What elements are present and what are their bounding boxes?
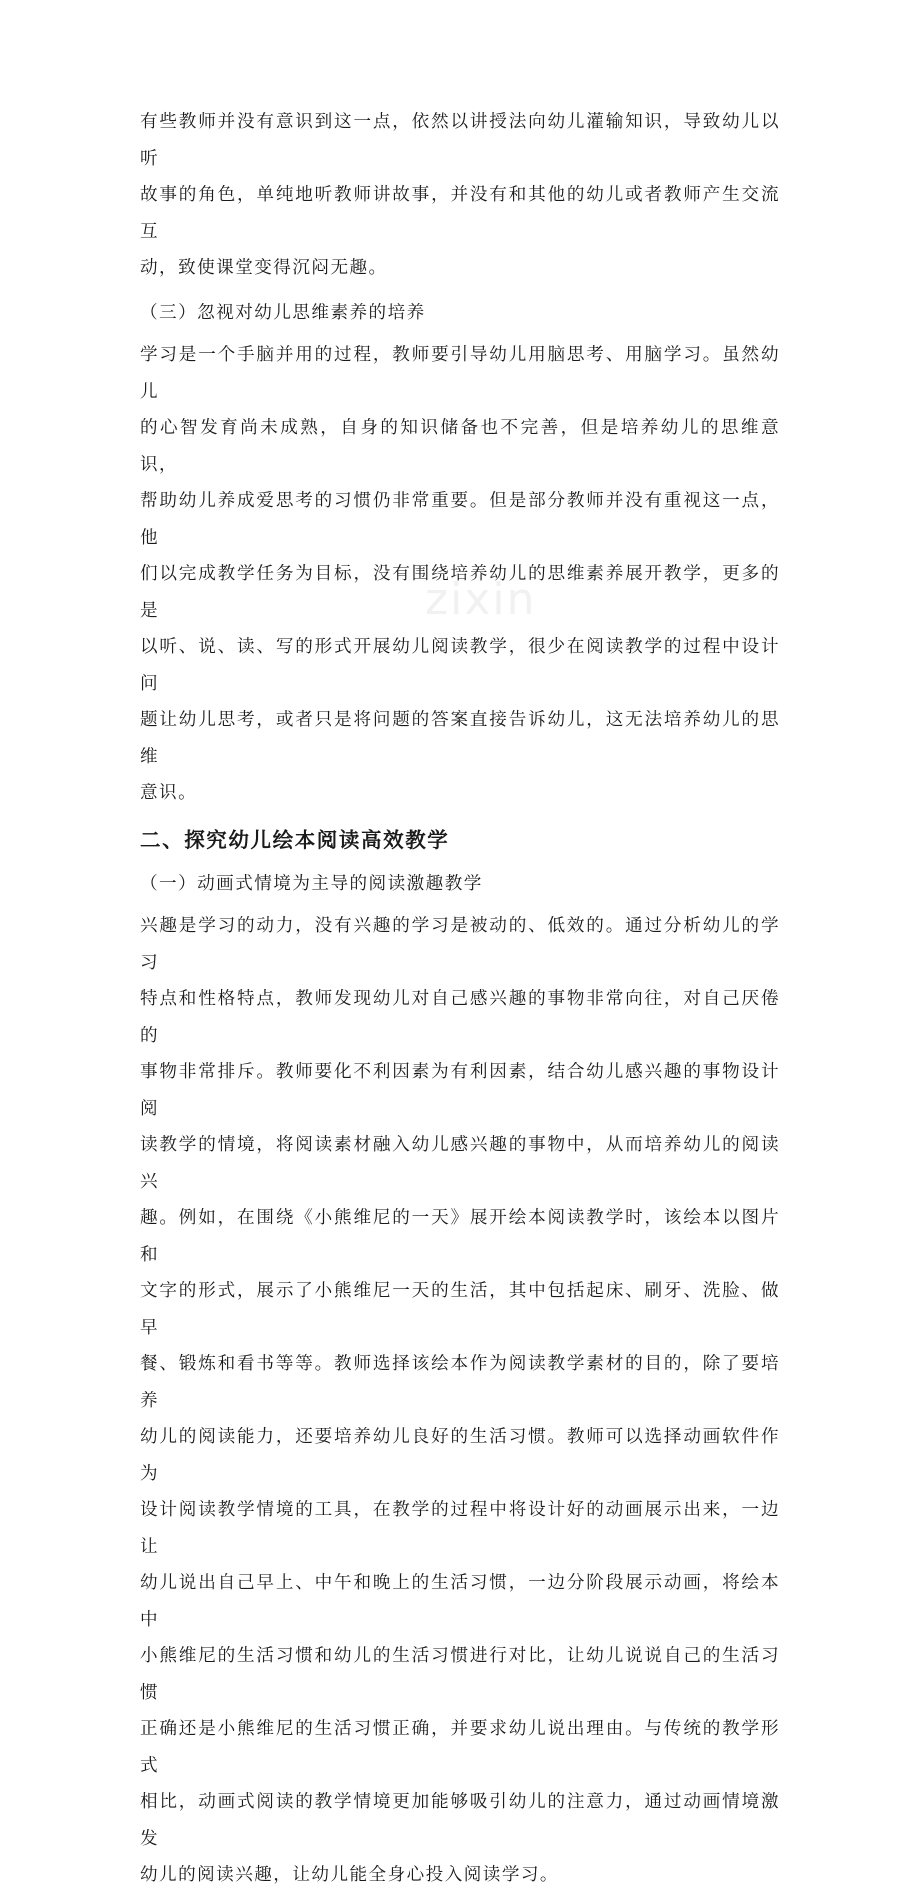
watermark-text: zixin — [425, 574, 537, 625]
section-heading-efficient-teaching: 二、探究幼儿绘本阅读高效教学 — [140, 827, 450, 852]
subheading-thinking-literacy: （三）忽视对幼儿思维素养的培养 — [140, 302, 426, 323]
document-page — [140, 104, 780, 1894]
paragraph-thinking-literacy: 学习是一个手脑并用的过程，教师要引导幼儿用脑思考、用脑学习。虽然幼儿 的心智发育尚未成熟，自身的知识储备也不完善，但是培养幼儿的思维意识， 帮助幼儿养成爱思考的习惯仍非常重要。但是部分教师并没有重视这一点，他 们以完成教学任务为目标，没有围绕培养幼儿的思维素养展开教学，更多的是 以听、说、读、写的形式开展幼儿阅读教学，很少在阅读教学的过程中设计问 题让幼儿思考，或者只是将问题的答案直接告诉幼儿，这无法培养幼儿的思维 意识。 — [140, 345, 780, 803]
paragraph-animated-scenario: 兴趣是学习的动力，没有兴趣的学习是被动的、低效的。通过分析幼儿的学习 特点和性格特点，教师发现幼儿对自己感兴趣的事物非常向往，对自己厌倦的 事物非常排斥。教师要化不利因素为有利因素，结合幼儿感兴趣的事物设计阅 读教学的情境，将阅读素材融入幼儿感兴趣的事物中，从而培养幼儿的阅读兴 趣。例如，在围绕《小熊维尼的一天》展开绘本阅读教学时，该绘本以图片和 文字的形式，展示了小熊维尼一天的生活，其中包括起床、刷牙、洗脸、做早 餐、锻炼和看书等等。教师选择该绘本作为阅读教学素材的目的，除了要培养 幼儿的阅读能力，还要培养幼儿良好的生活习惯。教师可以选择动画软件作为 设计阅读教学情境的工具，在教学的过程中将设计好的动画展示出来，一边让 幼儿说出自己早上、中午和晚上的生活习惯，一边分阶段展示动画，将绘本中 小熊维尼的生活习惯和幼儿的生活习惯进行对比，让幼儿说说自己的生活习惯 正确还是小熊维尼的生活习惯正确，并要求幼儿说出理由。与传统的教学形式 相比，动画式阅读的教学情境更加能够吸引幼儿的注意力，通过动画情境激发 幼儿的阅读兴趣，让幼儿能全身心投入阅读学习。 — [140, 916, 780, 1885]
subheading-animated-scenario: （一）动画式情境为主导的阅读激趣教学 — [140, 873, 483, 894]
paragraph-teaching-method: 有些教师并没有意识到这一点，依然以讲授法向幼儿灌输知识，导致幼儿以听 故事的角色，单纯地听教师讲故事，并没有和其他的幼儿或者教师产生交流互 动，致使课堂变得沉闷无趣。 — [140, 112, 780, 278]
